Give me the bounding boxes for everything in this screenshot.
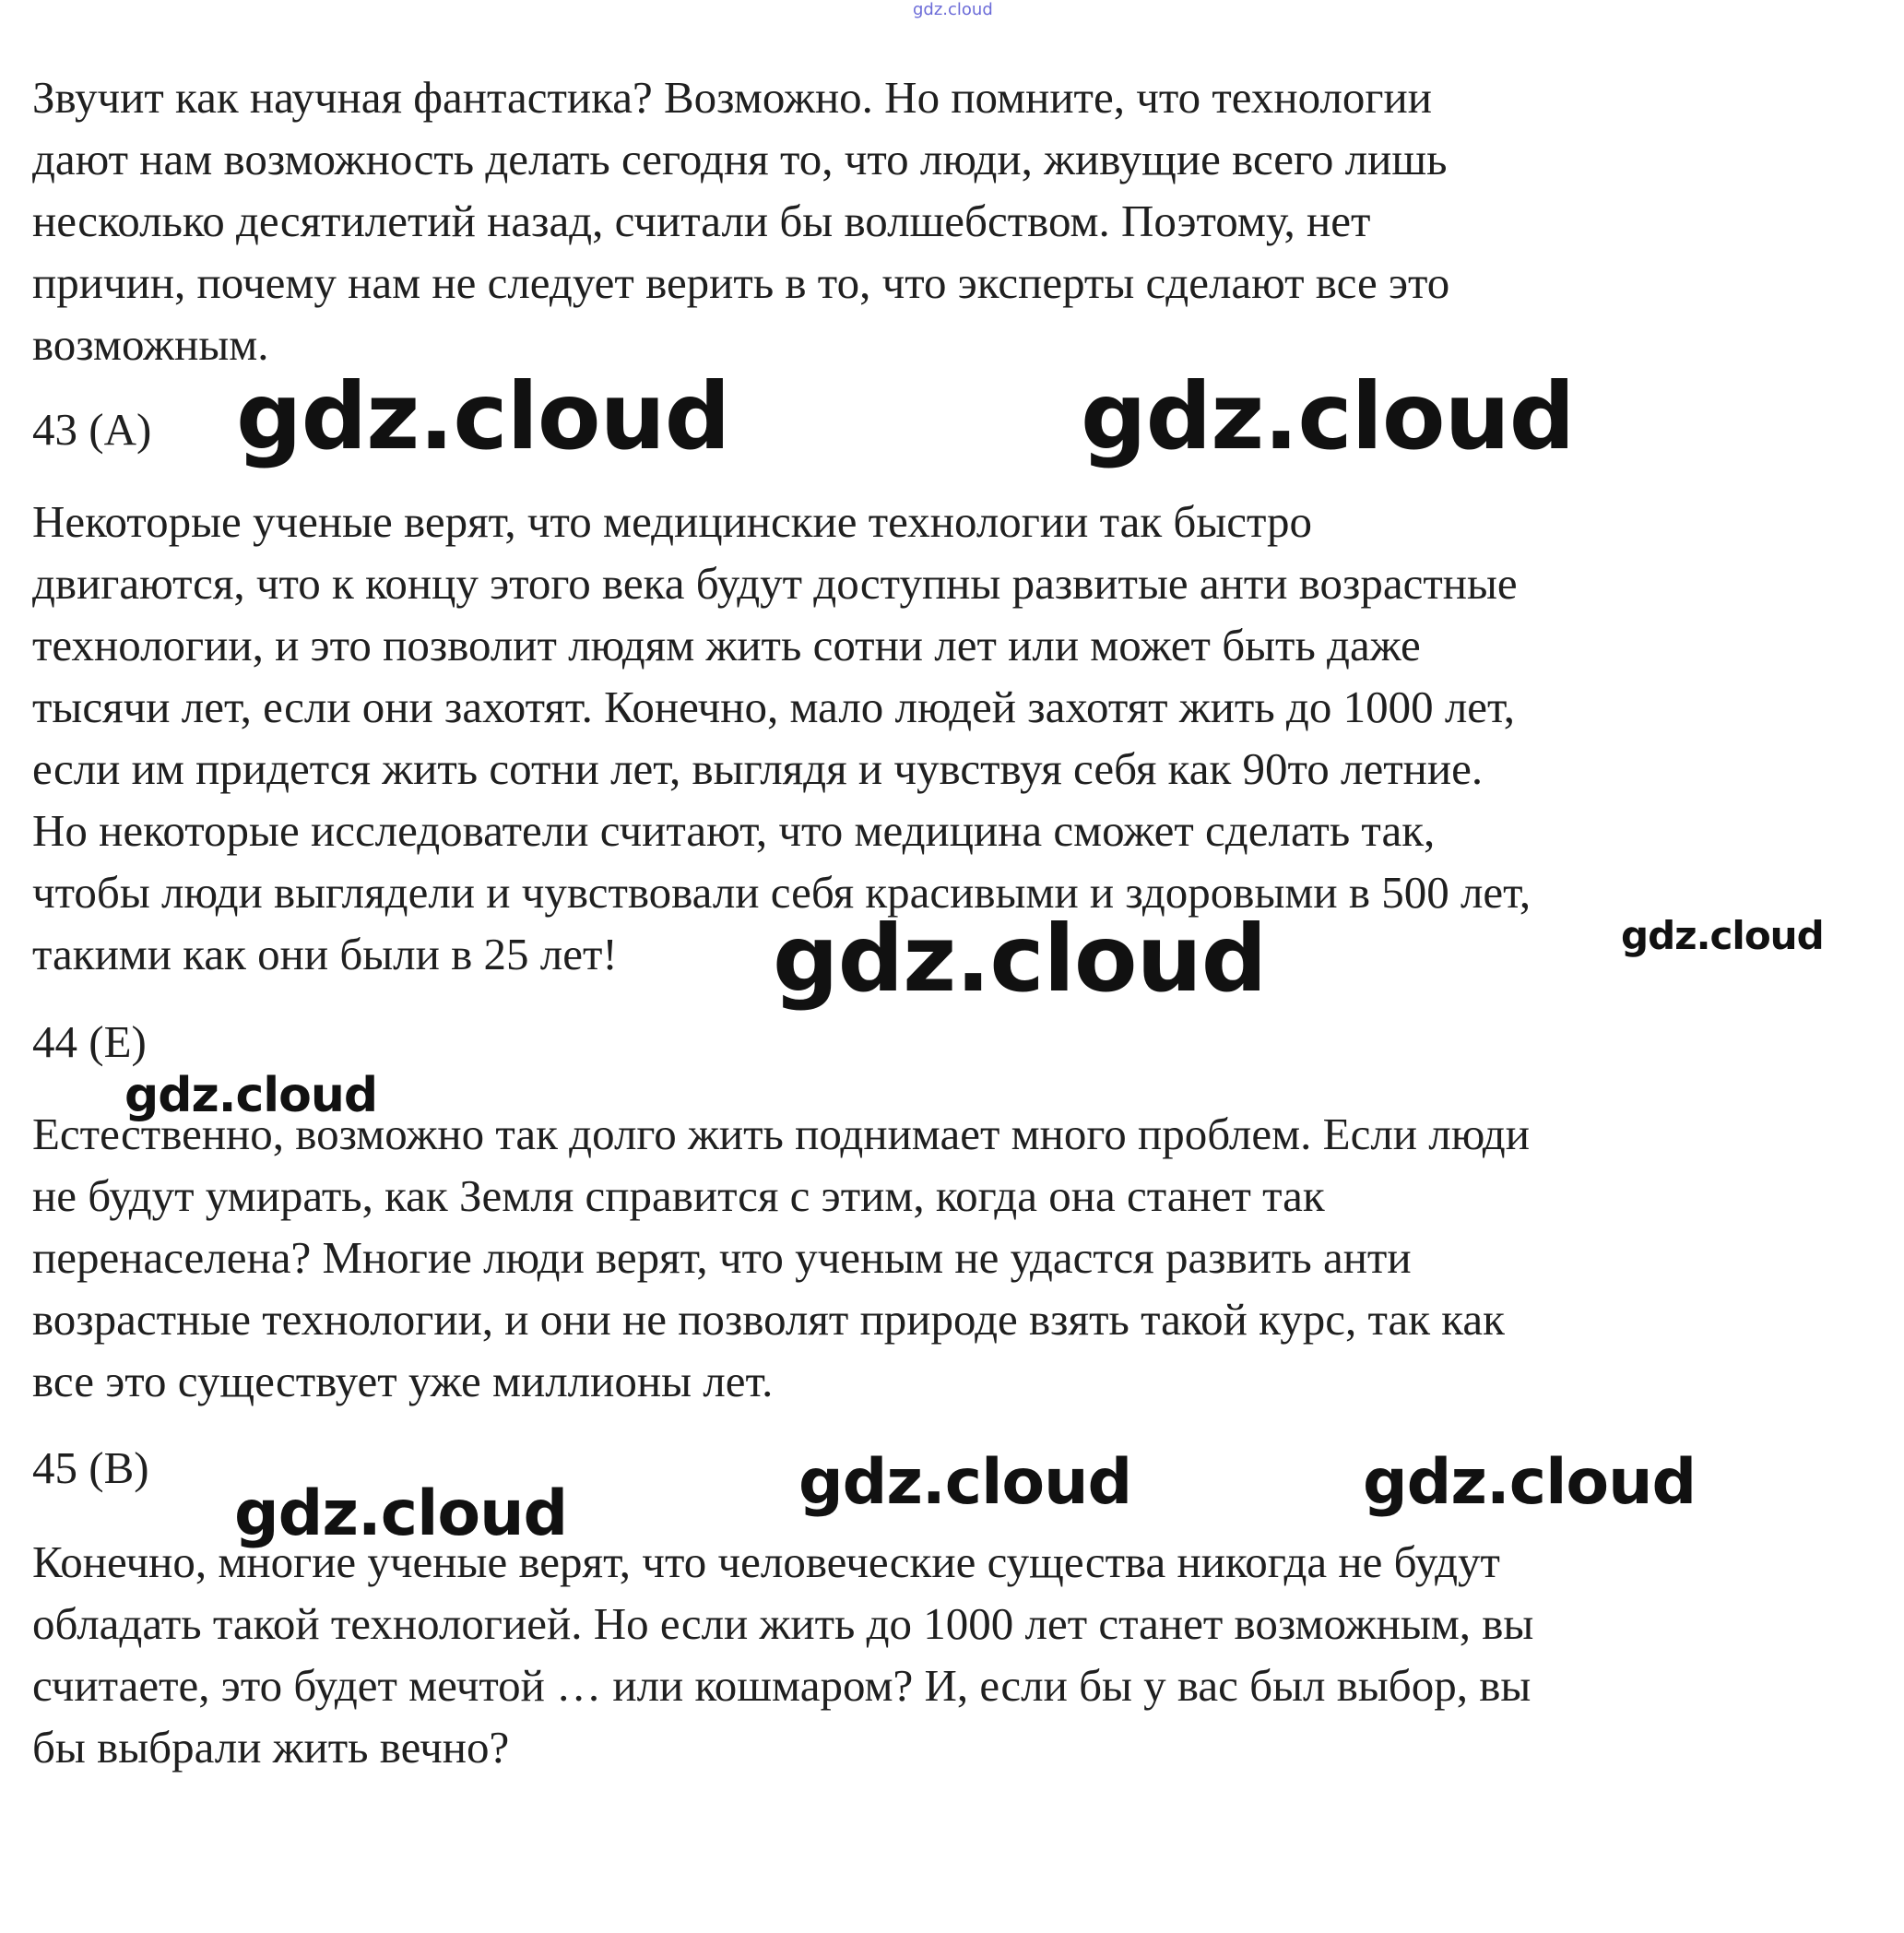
text-line: возможным.	[32, 319, 269, 370]
text-line: Конечно, многие ученые верят, что человеческие существа никогда не будут	[32, 1536, 1500, 1587]
watermark-top: gdz.cloud	[913, 0, 993, 19]
watermark: gdz.cloud	[124, 1068, 378, 1123]
text-line: обладать такой технологией. Но если жить до 1000 лет станет возможным, вы	[32, 1598, 1534, 1649]
text-line: технологии, и это позволит людям жить сотни лет или может быть даже	[32, 620, 1421, 670]
watermark: gdz.cloud	[236, 362, 730, 470]
text-line: причин, почему нам не следует верить в то, что эксперты сделают все это	[32, 257, 1450, 308]
watermark: gdz.cloud	[798, 1446, 1132, 1519]
text-line: дают нам возможность делать сегодня то, что люди, живущие всего лишь	[32, 134, 1448, 184]
text-line: тысячи лет, если они захотят. Конечно, мало людей захотят жить до 1000 лет,	[32, 682, 1516, 732]
text-line: перенаселена? Многие люди верят, что ученым не удастся развить анти	[32, 1232, 1412, 1283]
question-number-43: 43 (A)	[32, 404, 152, 455]
text-line: Некоторые ученые верят, что медицинские технологии так быстро	[32, 496, 1313, 547]
text-line: двигаются, что к концу этого века будут доступны развитые анти возрастные	[32, 558, 1518, 609]
text-line: такими как они были в 25 лет!	[32, 929, 618, 979]
text-line: считаете, это будет мечтой … или кошмаром? И, если бы у вас был выбор, вы	[32, 1660, 1531, 1711]
text-line: возрастные технологии, и они не позволят природе взять такой курс, так как	[32, 1294, 1505, 1345]
text-line: Естественно, возможно так долго жить поднимает много проблем. Если люди	[32, 1109, 1530, 1159]
question-number-45: 45 (B)	[32, 1442, 149, 1493]
text-line: не будут умирать, как Земля справится с этим, когда она станет так	[32, 1170, 1325, 1221]
watermark: gdz.cloud	[1081, 362, 1575, 470]
text-line: несколько десятилетий назад, считали бы волшебством. Поэтому, нет	[32, 196, 1371, 246]
paragraph-44	[32, 1103, 1867, 1412]
paragraph-45	[32, 1531, 1867, 1778]
watermark: gdz.cloud	[1363, 1446, 1697, 1519]
watermark: gdz.cloud	[1621, 913, 1824, 958]
paragraph-intro	[32, 66, 1867, 375]
watermark: gdz.cloud	[773, 905, 1267, 1013]
text-line: Звучит как научная фантастика? Возможно. Но помните, что технологии	[32, 72, 1432, 123]
text-line: бы выбрали жить вечно?	[32, 1722, 510, 1773]
text-line: Но некоторые исследователи считают, что медицина сможет сделать так,	[32, 805, 1436, 856]
text-line: если им придется жить сотни лет, выглядя и чувствуя себя как 90то летние.	[32, 743, 1484, 794]
watermark: gdz.cloud	[234, 1477, 568, 1550]
question-number-44: 44 (E)	[32, 1016, 147, 1067]
text-line: все это существует уже миллионы лет.	[32, 1356, 774, 1406]
text-line: чтобы люди выглядели и чувствовали себя красивыми и здоровыми в 500 лет,	[32, 867, 1531, 918]
